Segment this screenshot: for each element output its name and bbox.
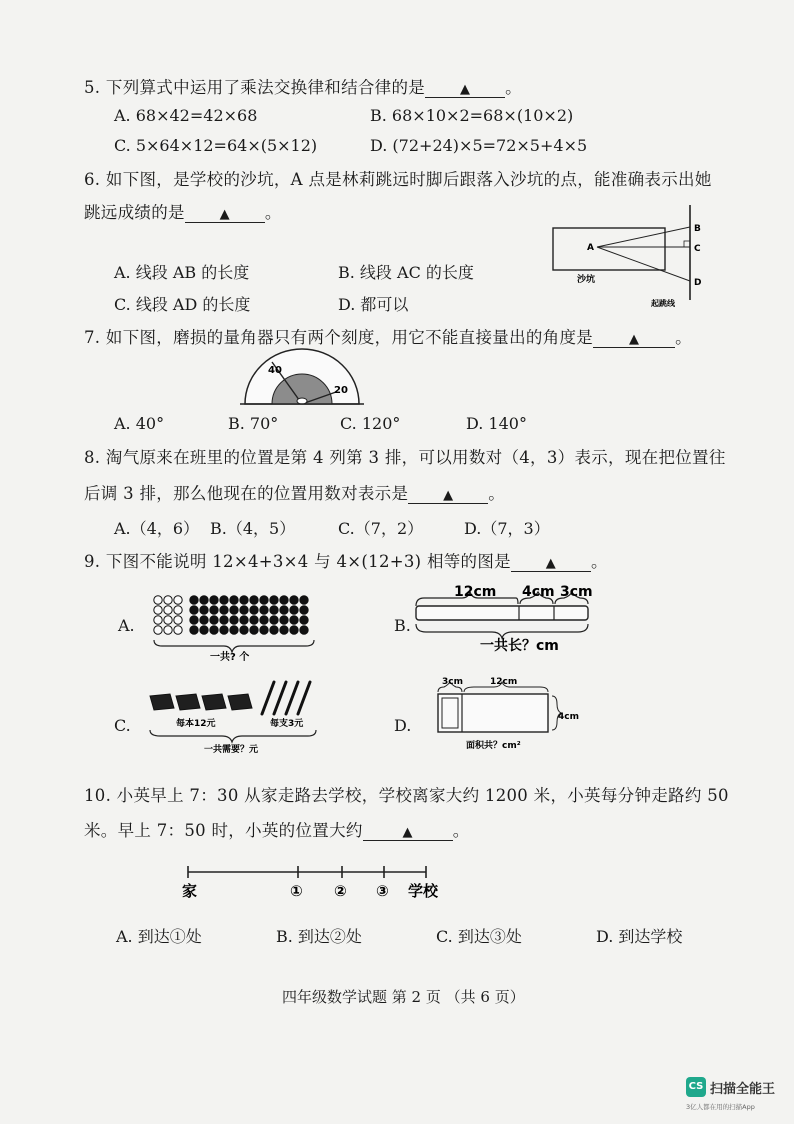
q8-option-d: D.（7，3） bbox=[464, 519, 550, 538]
filled-dot bbox=[210, 616, 218, 624]
open-dot bbox=[174, 596, 182, 604]
filled-dot bbox=[250, 626, 258, 634]
filled-dot bbox=[190, 606, 198, 614]
q9-mark: ▲ bbox=[545, 556, 557, 571]
q6-answer-blank[interactable] bbox=[185, 203, 265, 223]
takeoff-line-label: 起跳线 bbox=[651, 299, 675, 308]
notebooks bbox=[150, 694, 252, 710]
label-p3: ③ bbox=[376, 882, 389, 900]
q9-end: 。 bbox=[590, 552, 608, 571]
filled-dot bbox=[280, 606, 288, 614]
q7-mark: ▲ bbox=[628, 332, 640, 347]
filled-dot bbox=[280, 596, 288, 604]
q6-option-c: C. 线段 AD 的长度 bbox=[114, 295, 251, 314]
filled-dot bbox=[240, 596, 248, 604]
filled-dot bbox=[230, 596, 238, 604]
q5-stem bbox=[84, 74, 522, 98]
open-dot bbox=[164, 626, 172, 634]
figb-seg3-label: 3cm bbox=[560, 584, 593, 600]
figd-h-label: 4cm bbox=[558, 712, 579, 722]
sandpit-rect bbox=[553, 228, 665, 270]
q6-stem-line1: 6. 如下图，是学校的沙坑，A 点是林莉跳远时脚后跟落入沙坑的点，能准确表示出她 bbox=[84, 170, 712, 189]
q6-mark: ▲ bbox=[219, 207, 230, 222]
figa-brace bbox=[154, 640, 314, 652]
filled-dot bbox=[280, 616, 288, 624]
q9-figure-b bbox=[408, 584, 598, 654]
label-p1: ① bbox=[290, 882, 303, 900]
q7-stem-text: 7. 如下图，磨损的量角器只有两个刻度，用它不能直接量出的角度是 bbox=[84, 328, 594, 347]
tick-20-label: 20 bbox=[334, 385, 348, 396]
q10-mark: ▲ bbox=[402, 825, 413, 840]
filled-dot bbox=[220, 616, 228, 624]
filled-dot bbox=[210, 596, 218, 604]
filled-dot bbox=[260, 616, 268, 624]
filled-dot bbox=[240, 616, 248, 624]
sandpit-label: 沙坑 bbox=[577, 275, 596, 285]
q7-option-b: B. 70° bbox=[228, 414, 279, 433]
figb-total-brace bbox=[416, 624, 588, 638]
figc-caption: 一共需要？元 bbox=[204, 745, 259, 755]
filled-dot bbox=[210, 626, 218, 634]
figb-bar bbox=[416, 606, 588, 620]
sandpit-figure bbox=[545, 200, 715, 315]
q5-answer-blank[interactable] bbox=[425, 78, 505, 98]
figb-seg1-label: 12cm bbox=[454, 584, 497, 600]
q6-stem-text: 跳远成绩的是 bbox=[84, 203, 185, 222]
filled-dot bbox=[270, 626, 278, 634]
q8-option-c: C.（7，2） bbox=[338, 519, 424, 538]
q7-option-c: C. 120° bbox=[340, 414, 401, 433]
filled-dot bbox=[300, 596, 308, 604]
scanner-logo-icon: CS bbox=[686, 1077, 706, 1097]
q6-end: 。 bbox=[264, 203, 282, 222]
q9-stem bbox=[84, 548, 608, 572]
q6-option-a: A. 线段 AB 的长度 bbox=[114, 263, 250, 282]
q8-answer-blank[interactable] bbox=[408, 484, 488, 504]
filled-dot bbox=[290, 596, 298, 604]
filled-dot bbox=[260, 626, 268, 634]
filled-dot bbox=[240, 626, 248, 634]
segment-ab bbox=[597, 227, 690, 247]
open-dot bbox=[164, 596, 172, 604]
scanner-tagline: 3亿人都在用的扫描App bbox=[686, 1103, 755, 1111]
filled-dot bbox=[230, 606, 238, 614]
right-angle-mark bbox=[684, 241, 690, 247]
q7-option-d: D. 140° bbox=[466, 414, 527, 433]
filled-dot bbox=[200, 626, 208, 634]
point-a-label: A bbox=[587, 243, 594, 253]
figd-w2-label: 12cm bbox=[490, 677, 518, 687]
q10-stem-line2 bbox=[84, 817, 470, 841]
point-b-label: B bbox=[694, 224, 701, 234]
q9-answer-blank[interactable] bbox=[511, 552, 591, 572]
point-c-label: C bbox=[694, 244, 701, 254]
q9-figure-a bbox=[146, 590, 336, 662]
filled-dot bbox=[250, 606, 258, 614]
filled-dot bbox=[200, 616, 208, 624]
filled-dot bbox=[190, 616, 198, 624]
open-dot bbox=[154, 616, 162, 624]
q7-end: 。 bbox=[675, 328, 692, 347]
point-d-label: D bbox=[694, 278, 702, 288]
route-number-line bbox=[176, 860, 456, 910]
q10-stem-text: 米。早上 7：50 时，小英的位置大约 bbox=[84, 821, 363, 840]
filled-dot bbox=[190, 626, 198, 634]
q7-answer-blank[interactable] bbox=[593, 328, 675, 348]
q9-label-c: C. bbox=[114, 716, 131, 735]
open-dot bbox=[154, 626, 162, 634]
label-p2: ② bbox=[334, 882, 347, 900]
q10-option-a: A. 到达①处 bbox=[116, 927, 202, 946]
q5-end: 。 bbox=[505, 78, 522, 97]
q8-stem-line2 bbox=[84, 480, 505, 504]
q9-label-a: A. bbox=[118, 616, 135, 635]
pens bbox=[262, 682, 310, 714]
q6-stem-line2 bbox=[84, 199, 282, 223]
open-dot bbox=[164, 616, 172, 624]
q8-stem-text: 后调 3 排，那么他现在的位置用数对表示是 bbox=[84, 484, 409, 503]
figc-brace bbox=[150, 730, 316, 742]
q10-end: 。 bbox=[452, 821, 470, 840]
q8-option-b: B.（4，5） bbox=[210, 519, 296, 538]
q5-option-a: A. 68×42=42×68 bbox=[114, 106, 258, 125]
q9-stem-text: 9. 下图不能说明 12×4+3×4 与 4×(12+3) 相等的图是 bbox=[84, 552, 511, 571]
open-dot bbox=[154, 606, 162, 614]
protractor-figure bbox=[238, 348, 368, 410]
q6-option-b: B. 线段 AC 的长度 bbox=[338, 263, 474, 282]
q8-option-a: A.（4，6） bbox=[114, 519, 200, 538]
figd-w1-label: 3cm bbox=[442, 677, 463, 687]
q9-label-d: D. bbox=[394, 716, 412, 735]
q5-option-c: C. 5×64×12=64×(5×12) bbox=[114, 136, 318, 155]
q10-stem-line1: 10. 小英早上 7：30 从家走路去学校，学校离家大约 1200 米，小英每分钟走路约 50 bbox=[84, 786, 729, 805]
protractor-center bbox=[297, 398, 307, 404]
q7-option-a: A. 40° bbox=[114, 414, 165, 433]
q5-option-b: B. 68×10×2=68×(10×2) bbox=[370, 106, 574, 125]
filled-dot bbox=[220, 596, 228, 604]
q9-figure-d bbox=[430, 674, 590, 754]
figc-price1: 每本12元 bbox=[176, 719, 216, 729]
q5-option-d: D. (72+24)×5=72×5+4×5 bbox=[370, 136, 588, 155]
q9-label-b: B. bbox=[394, 616, 411, 635]
open-dot bbox=[174, 616, 182, 624]
filled-dot bbox=[270, 596, 278, 604]
q10-option-b: B. 到达②处 bbox=[276, 927, 362, 946]
scanner-app-name: 扫描全能王 bbox=[710, 1082, 776, 1097]
filled-dot bbox=[220, 626, 228, 634]
figd-rect bbox=[438, 694, 548, 732]
q8-mark: ▲ bbox=[443, 488, 454, 503]
figb-seg2-label: 4cm bbox=[522, 584, 555, 600]
filled-dot bbox=[200, 596, 208, 604]
filled-dot bbox=[220, 606, 228, 614]
q6-option-d: D. 都可以 bbox=[338, 295, 409, 314]
figb-caption: 一共长？cm bbox=[480, 638, 559, 654]
filled-dot bbox=[300, 616, 308, 624]
filled-dot bbox=[190, 596, 198, 604]
label-home: 家 bbox=[182, 882, 198, 900]
filled-dot bbox=[230, 616, 238, 624]
filled-dot bbox=[230, 626, 238, 634]
open-dot bbox=[164, 606, 172, 614]
filled-dot bbox=[270, 616, 278, 624]
open-dot bbox=[174, 626, 182, 634]
filled-dot bbox=[260, 596, 268, 604]
q5-stem-text: 5. 下列算式中运用了乘法交换律和结合律的是 bbox=[84, 78, 426, 97]
open-dot bbox=[154, 596, 162, 604]
q10-option-c: C. 到达③处 bbox=[436, 927, 522, 946]
filled-dot bbox=[290, 606, 298, 614]
filled-dot bbox=[280, 626, 288, 634]
q10-answer-blank[interactable] bbox=[363, 821, 453, 841]
segment-ad bbox=[597, 247, 690, 281]
q9-figure-c bbox=[140, 678, 340, 758]
filled-dot bbox=[270, 606, 278, 614]
filled-dot bbox=[250, 596, 258, 604]
filled-dot bbox=[200, 606, 208, 614]
figc-price2: 每支3元 bbox=[270, 719, 304, 729]
filled-dot bbox=[260, 606, 268, 614]
q5-mark: ▲ bbox=[459, 82, 471, 97]
filled-dot bbox=[240, 606, 248, 614]
q8-stem-line1: 8. 淘气原来在班里的位置是第 4 列第 3 排，可以用数对（4，3）表示，现在把位置往 bbox=[84, 448, 726, 467]
filled-dot bbox=[290, 626, 298, 634]
filled-dot bbox=[290, 616, 298, 624]
tick-40-label: 40 bbox=[268, 365, 282, 376]
filled-dot bbox=[250, 616, 258, 624]
q8-end: 。 bbox=[488, 484, 506, 503]
page-footer: 四年级数学试题 第 2 页 （共 6 页） bbox=[282, 988, 525, 1006]
figa-caption: 一共? 个 bbox=[210, 652, 250, 662]
filled-dot bbox=[300, 626, 308, 634]
label-school: 学校 bbox=[408, 882, 439, 900]
q7-stem bbox=[84, 324, 692, 348]
filled-dot bbox=[300, 606, 308, 614]
figd-caption: 面积共？cm² bbox=[466, 741, 521, 751]
open-dot bbox=[174, 606, 182, 614]
filled-dot bbox=[210, 606, 218, 614]
q10-option-d: D. 到达学校 bbox=[596, 927, 683, 946]
